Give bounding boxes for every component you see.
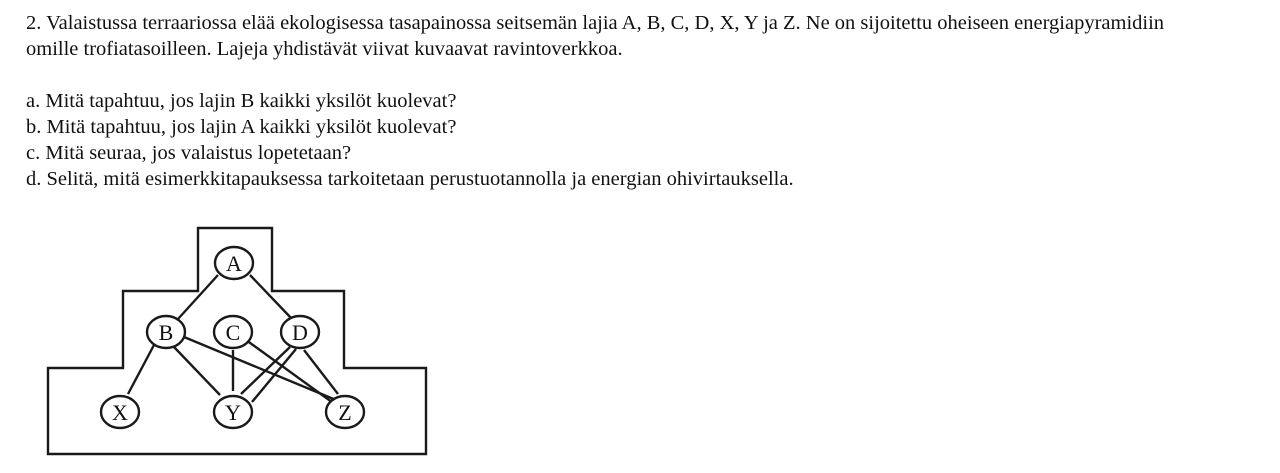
question-list (26, 88, 1266, 192)
question-c: c. Mitä seuraa, jos valaistus lopetetaan? (26, 142, 352, 164)
link-d-z (304, 350, 338, 394)
species-label-c: C (225, 320, 241, 345)
species-label-d: D (292, 320, 308, 345)
energy-pyramid-diagram (38, 222, 438, 467)
question-a: a. Mitä tapahtuu, jos lajin B kaikki yksilöt kuolevat? (26, 90, 457, 112)
species-label-x: X (112, 400, 128, 425)
energy-pyramid-svg (38, 222, 438, 462)
exercise-text (26, 10, 1266, 192)
question-d: d. Selitä, mitä esimerkkitapauksessa tarkoitetaan perustuotannolla ja energian ohivirtauksella. (26, 168, 794, 190)
species-label-a: A (226, 251, 242, 276)
species-label-z: Z (338, 400, 352, 425)
intro-paragraph (26, 10, 1266, 62)
species-label-y: Y (225, 400, 241, 425)
species-label-b: B (158, 320, 174, 345)
intro-line-1: 2. Valaistussa terraariossa elää ekologisessa tasapainossa seitsemän lajia A, B, C, D, X, Y ja Z. Ne on sijoitettu oheiseen energiapyramidiin (26, 12, 1165, 34)
link-b-y (174, 347, 220, 395)
intro-line-2: omille trofiatasoilleen. Lajeja yhdistävät viivat kuvaavat ravintoverkkoa. (26, 38, 623, 60)
link-b-x (128, 345, 154, 394)
question-b: b. Mitä tapahtuu, jos lajin A kaikki yksilöt kuolevat? (26, 116, 457, 138)
